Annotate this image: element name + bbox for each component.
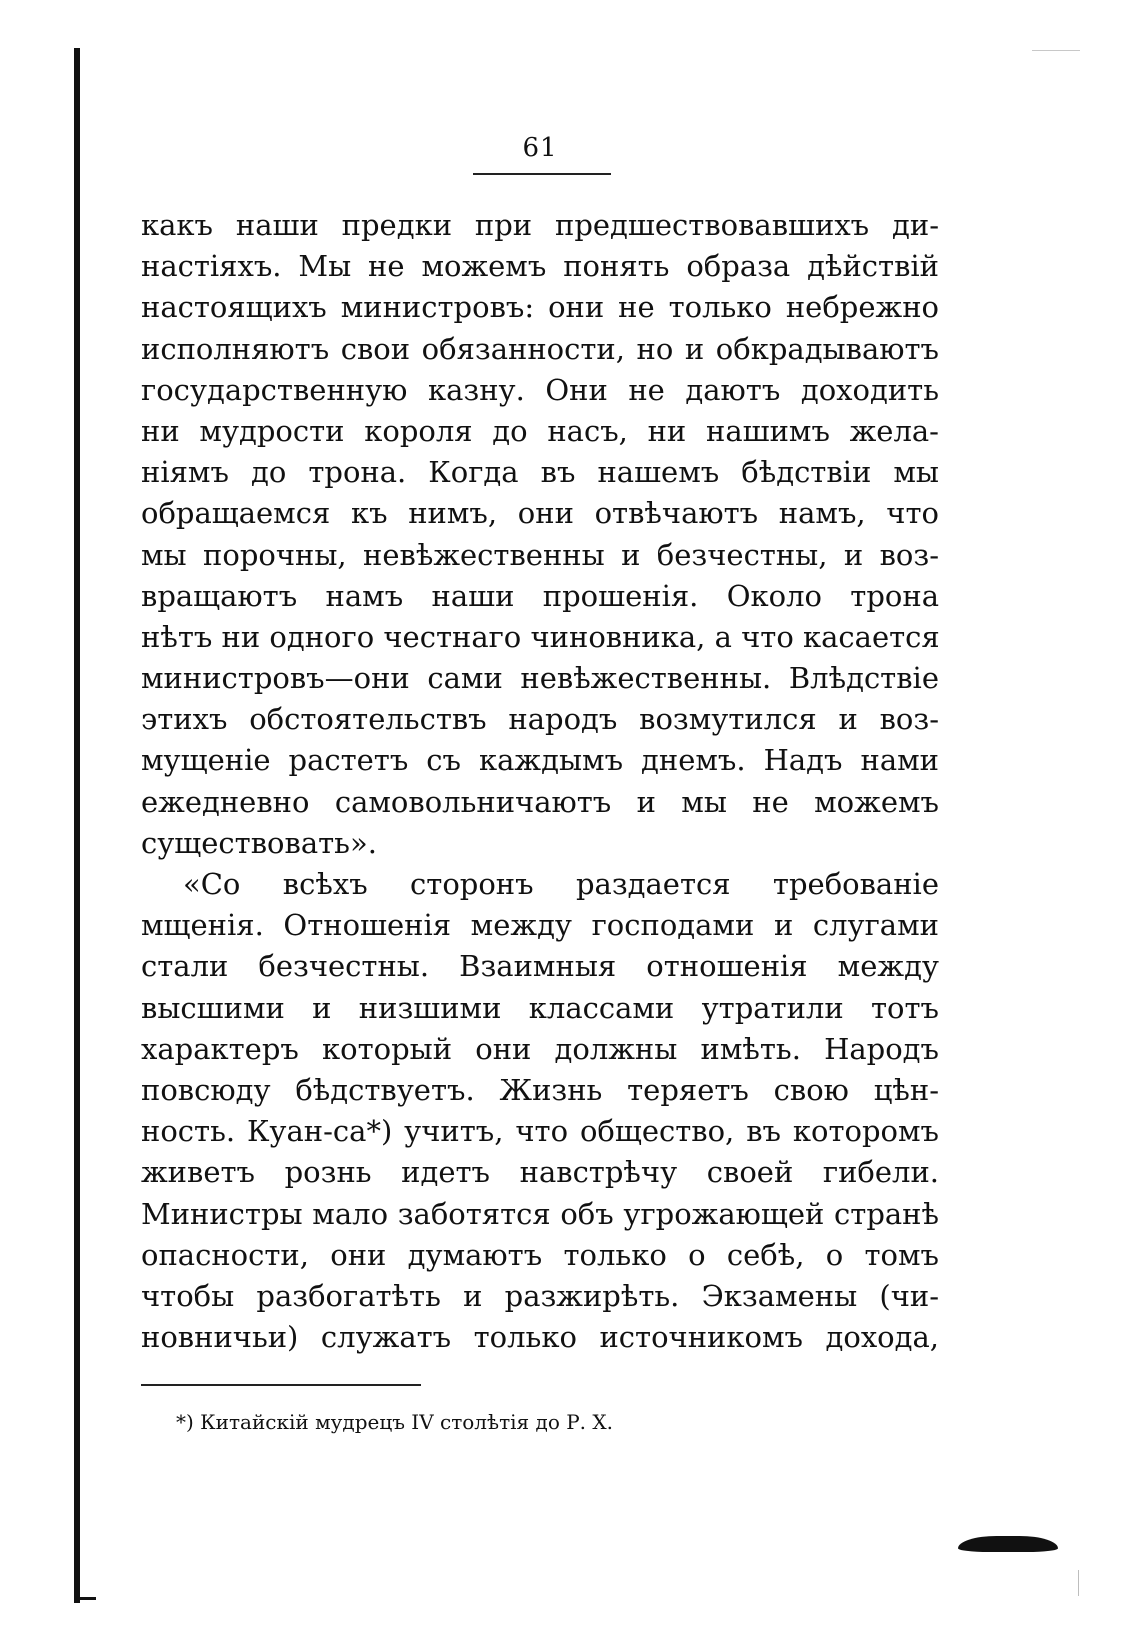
text-line: повсюду бѣдствуетъ. Жизнь теряетъ свою цѣн- — [141, 1072, 939, 1107]
text-line: стали безчестны. Взаимныя отношенія между — [141, 949, 939, 984]
text-line: опасности, они думаютъ только о себѣ, о томъ — [141, 1237, 939, 1272]
text-line: мщенія. Отношенія между господами и слугами — [141, 908, 939, 943]
text-line: ность. Куан-са*) учитъ, что общество, въ которомъ — [141, 1114, 939, 1149]
text-line: министровъ—они сами невѣжественны. Влѣдствіе — [141, 661, 939, 696]
text-line: исполняютъ свои обязанности, но и обкрадываютъ — [141, 331, 939, 366]
text-line: обращаемся къ нимъ, они отвѣчаютъ намъ, что — [141, 496, 939, 531]
text-line: высшими и низшими классами утратили тотъ — [141, 990, 939, 1025]
text-line: новничьи) служатъ только источникомъ дохода, — [141, 1320, 939, 1355]
binding-edge — [74, 48, 80, 1603]
page-number: 61 — [522, 133, 558, 163]
scan-artifact-mark — [1078, 1570, 1079, 1596]
text-line: ніямъ до трона. Когда въ нашемъ бѣдствіи мы — [141, 455, 939, 490]
text-line: настоящихъ министровъ: они не только небрежно — [141, 290, 939, 325]
text-line: какъ наши предки при предшествовавшихъ ди- — [141, 208, 939, 242]
text-line: Министры мало заботятся объ угрожающей странѣ — [141, 1196, 939, 1231]
page-number-rule — [473, 173, 611, 175]
text-line: мущеніе растетъ съ каждымъ днемъ. Надъ нами — [141, 743, 939, 778]
body-text — [141, 205, 939, 1358]
text-line: чтобы разбогатѣть и разжирѣть. Экзамены (чи- — [141, 1278, 939, 1313]
text-line-paragraph-end: существовать». — [141, 825, 377, 860]
ink-blot — [958, 1536, 1058, 1552]
text-line: мы порочны, невѣжественны и безчестны, и воз- — [141, 537, 939, 572]
text-line: живетъ рознь идетъ навстрѣчу своей гибели. — [141, 1155, 939, 1190]
text-line: настіяхъ. Мы не можемъ понять образа дѣйствій — [141, 249, 939, 284]
scan-artifact-line — [1032, 50, 1080, 51]
text-line: этихъ обстоятельствъ народъ возмутился и воз- — [141, 702, 939, 737]
text-line: вращаютъ намъ наши прошенія. Около трона — [141, 578, 939, 613]
footnote: *) Китайскій мудрецъ IV столѣтія до Р. Х. — [176, 1410, 613, 1434]
text-line: ежедневно самовольничаютъ и мы не можемъ — [141, 784, 939, 819]
text-line: государственную казну. Они не даютъ доходить — [141, 372, 939, 407]
text-line: нѣтъ ни одного честнаго чиновника, а что касается — [141, 619, 940, 654]
footnote-rule — [141, 1384, 421, 1386]
text-line: характеръ который они должны имѣть. Народъ — [141, 1031, 939, 1066]
binding-edge-foot — [74, 1597, 96, 1600]
text-line-paragraph-start: «Со всѣхъ сторонъ раздается требованіе — [183, 867, 939, 901]
text-line: ни мудрости короля до насъ, ни нашимъ жела- — [141, 413, 939, 448]
